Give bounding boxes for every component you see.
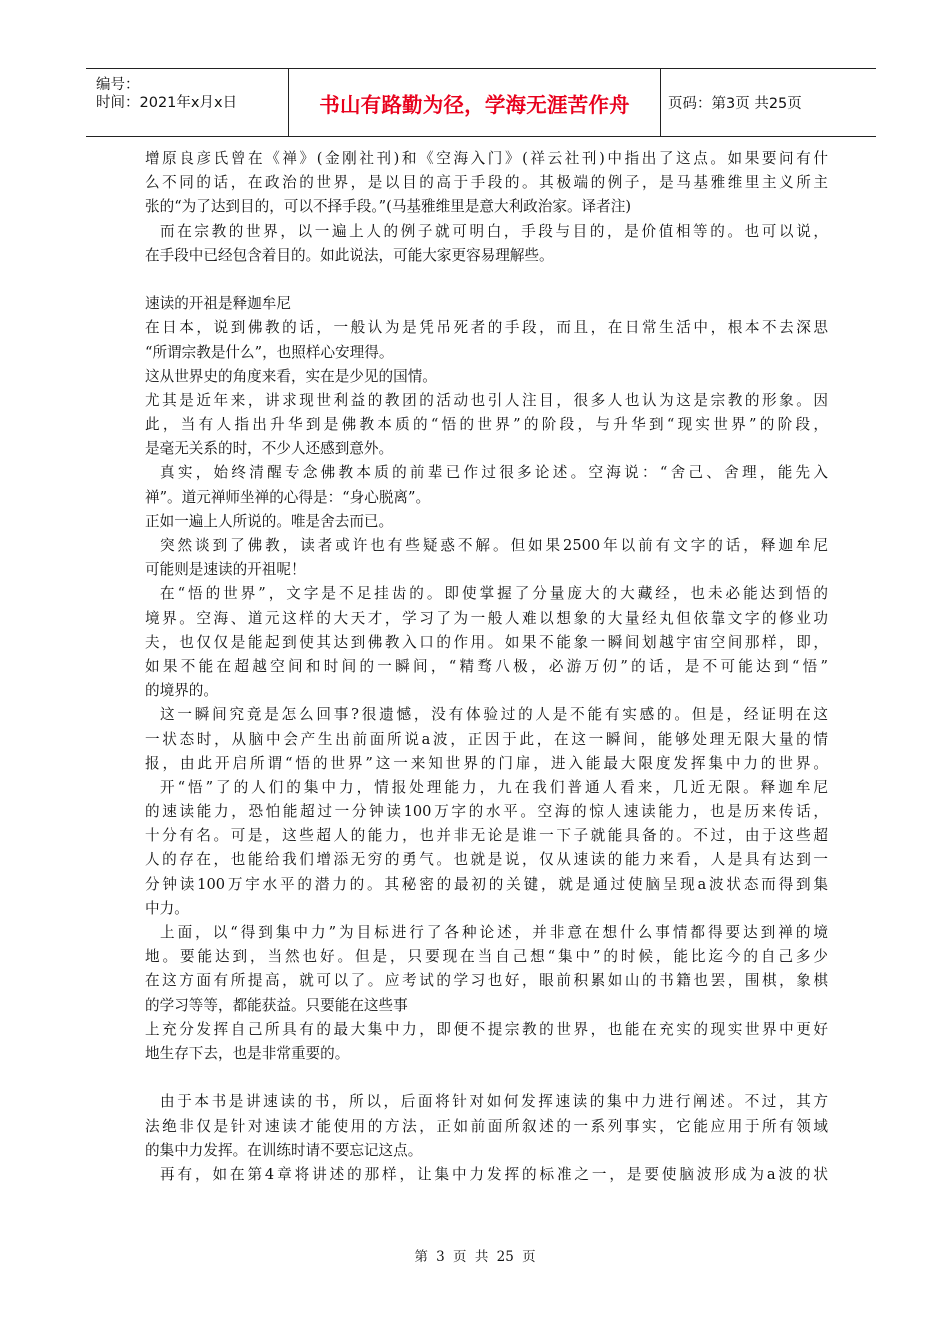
- body-line: 真实，始终清醒专念佛教本质的前辈已作过很多论述。空海说：“舍己、舍理，能先入: [160, 464, 828, 482]
- body-line: 这从世界史的角度来看，实在是少见的国情。: [145, 367, 437, 385]
- body-line: 上充分发挥自己所具有的最大集中力，即便不提宗教的世界，也能在充实的现实世界中更好: [145, 1020, 828, 1038]
- body-line: 夫，也仅仅是能起到使其达到佛教入口的作用。如果不能象一瞬间划越宇宙空间那样，即，: [145, 633, 828, 651]
- header-page-code: 页码：第3页 共25页: [668, 96, 802, 112]
- body-line: 突然谈到了佛教，读者或许也有些疑惑不解。但如果2500年以前有文字的话，释迦牟尼: [160, 537, 828, 554]
- body-line: 报，由此开启所谓“悟的世界”这一来知世界的门扉，进入能最大限度发挥集中力的世界。: [145, 754, 828, 772]
- section-heading: 速读的开祖是释迦牟尼: [145, 295, 291, 313]
- body-line: 的学习等等，都能获益。只要能在这些事: [145, 996, 408, 1014]
- body-line: 是毫无关系的时，不少人还感到意外。: [145, 440, 394, 458]
- header-number-label: 编号：: [96, 77, 140, 93]
- body-line: 上面，以“得到集中力”为目标进行了各种论述，并非意在想什么事情都得要达到禅的境: [160, 924, 828, 941]
- body-line: 地生存下去，也是非常重要的。: [145, 1044, 350, 1062]
- page-header: [86, 68, 876, 137]
- body-line: 张的“为了达到目的，可以不择手段。”(马基雅维里是意大利政治家。译者注): [145, 198, 632, 216]
- body-line: 在这方面有所提高，就可以了。应考试的学习也好，眼前积累如山的书籍也罢，围棋，象棋: [145, 972, 828, 990]
- body-line: 十分有名。可是，这些超人的能力，也并非无论是谁一下子就能具备的。不过，由于这些超: [145, 827, 828, 845]
- body-line: 的速读能力，恐怕能超过一分钟读100万字的水平。空海的惊人速读能力，也是历来传话，: [145, 803, 828, 821]
- body-line: 如果不能在超越空间和时间的一瞬间，“精骛八极，必游万仞”的话，是不可能达到“悟”: [145, 657, 828, 675]
- body-line: 而在宗教的世界，以一遍上人的例子就可明白，手段与目的，是价值相等的。也可以说，: [160, 222, 828, 240]
- body-line: 法绝非仅是针对速读才能使用的方法，正如前面所叙述的一系列事实，它能应用于所有领域: [145, 1117, 828, 1135]
- body-line: 开“悟”了的人们的集中力，情报处理能力，九在我们普通人看来，几近无限。释迦牟尼: [160, 778, 828, 796]
- body-line: 由于本书是讲速读的书，所以，后面将针对如何发挥速读的集中力进行阐述。不过，其方: [160, 1093, 828, 1111]
- header-time-label: 时间：2021年x月x日: [96, 95, 238, 111]
- body-line: 中力。: [145, 899, 189, 917]
- body-line: 的集中力发挥。在训练时请不要忘记这点。: [145, 1141, 423, 1159]
- body-line: 在手段中已经包含着目的。如此说法，可能大家更容易理解些。: [145, 246, 554, 264]
- body-line: 境界。空海、道元这样的大天才，学习了为一般人难以想象的大量经丸但依靠文字的修业功: [145, 609, 828, 627]
- body-line: 在“悟的世界”，文字是不足挂齿的。即使掌握了分量庞大的大藏经，也未必能达到悟的: [160, 585, 828, 603]
- body-line: “所谓宗教是什么”，也照样心安理得。: [145, 343, 394, 361]
- body-line: 此，当有人指出升华到是佛教本质的“悟的世界”的阶段，与升华到“现实世界”的阶段，: [145, 416, 828, 434]
- body-line: 人的存在，也能给我们增添无穷的勇气。也就是说，仅从速读的能力来看，人是具有达到一: [145, 851, 828, 869]
- header-motto-cell: [288, 69, 661, 136]
- page-footer: 第 3 页 共 25 页: [414, 1249, 536, 1265]
- body-line: 的境界的。: [145, 682, 218, 700]
- body-line: 一状态时，从脑中会产生出前面所说a波，正因于此，在这一瞬间，能够处理无限大量的情: [145, 730, 828, 748]
- header-meta-cell: [86, 69, 288, 136]
- document-body: [145, 147, 828, 1187]
- header-motto: 书山有路勤为径，学海无涯苦作舟: [319, 92, 630, 117]
- body-line: 禅”。道元禅师坐禅的心得是：“身心脱离”。: [145, 488, 431, 506]
- body-line: 尤其是近年来，讲求现世利益的教团的活动也引人注目，很多人也认为这是宗教的形象。因: [145, 391, 828, 409]
- body-line: 再有，如在第4章将讲述的那样，让集中力发挥的标准之一，是要使脑波形成为a波的状: [160, 1165, 828, 1183]
- body-line: 分钟读100万宇水平的潜力的。其秘密的最初的关键，就是通过使脑呈现a波状态而得到集: [145, 875, 828, 893]
- body-line: 在日本，说到佛教的话，一般认为是凭吊死者的手段，而且，在日常生活中，根本不去深思: [145, 319, 828, 337]
- body-line: 可能则是速读的开祖呢！: [145, 561, 306, 579]
- body-line: 正如一遍上人所说的。唯是舍去而已。: [145, 512, 394, 530]
- body-line: 地。要能达到，当然也好。但是，只要现在当自己想“集中”的时候，能比迄今的自己多少: [145, 948, 828, 966]
- body-line: 这一瞬间究竟是怎么回事?很遗憾，没有体验过的人是不能有实感的。但是，经证明在这: [160, 706, 828, 724]
- body-line: 么不同的话，在政治的世界，是以目的高于手段的。其极端的例子，是马基雅维里主义所主: [145, 174, 828, 192]
- body-line: 增原良彦氏曾在《禅》(金刚社刊)和《空海入门》(祥云社刊)中指出了这点。如果要问有什: [145, 150, 828, 167]
